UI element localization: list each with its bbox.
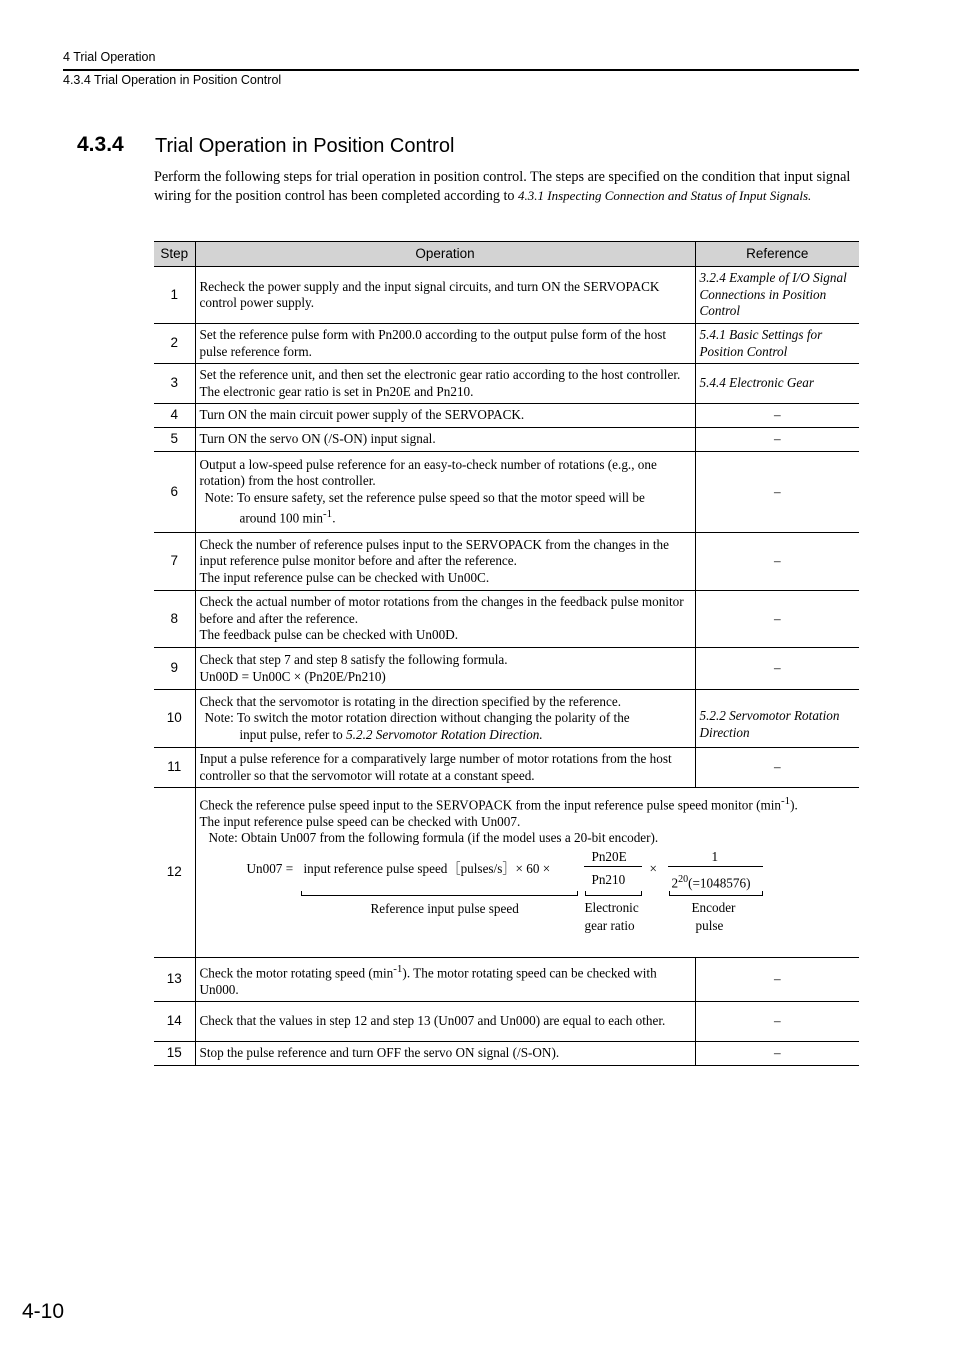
bracket [301,891,578,896]
reference-cell: – [695,591,859,648]
operation-text: Check that the servomotor is rotating in the direction specified by the reference. [199,693,621,709]
table-row [154,428,859,452]
step-number: 15 [154,1042,195,1066]
header-reference: Reference [695,242,859,267]
table-row [154,648,859,690]
operation-text: The input reference pulse can be checked with Un00C. [199,569,490,585]
table-row [154,690,859,748]
step-number: 12 [154,788,195,958]
note-text: . [332,510,336,526]
operation-cell [195,533,695,591]
operation-text: Check the number of reference pulses input to the SERVOPACK from the changes in the input reference pulse monitor before and after the reference. [199,536,669,569]
operation-text: Check the actual number of motor rotations from the changes in the feedback pulse monitor before and after the reference. [199,594,684,626]
text: Check the motor rotating speed (min [199,965,394,981]
note-reference: 5.2.2 Servomotor Rotation Direction. [346,726,543,742]
table-row [154,364,859,404]
table-header-row [154,242,859,267]
encoder-denominator [672,872,751,892]
step-number: 6 [154,452,195,533]
superscript: -1 [780,795,791,807]
step-number: 3 [154,364,195,404]
multiply-sign: × [649,860,657,876]
gear-numerator: Pn20E [591,848,627,864]
step-number: 5 [154,428,195,452]
page-number: 4-10 [22,1300,65,1323]
table-row [154,958,859,1002]
reference-cell: – [695,1042,859,1066]
note-text: input pulse, refer to [239,726,347,742]
header-step: Step [154,242,195,267]
un007-formula [200,847,856,949]
text: ). The motor rotating speed can be checked with Un000. [199,965,657,997]
step-number: 8 [154,591,195,648]
reference-cell: 5.2.2 Servomotor Rotation Direction [695,690,859,748]
intro-text: Perform the following steps for trial operation in position control. The steps are specified on the condition that input signal wiring for the position control has been completed according to [154,169,851,204]
table-row [154,324,859,364]
table-row [154,452,859,533]
table-row [154,404,859,428]
operation-cell [195,648,695,690]
note-line [200,727,691,744]
steps-table [154,241,859,1066]
text: ). [790,797,798,813]
operation-cell [195,788,859,958]
operation-cell: Set the reference unit, and then set the electronic gear ratio according to the host controller. The electronic gear ratio is set in Pn20E and Pn210. [195,364,695,404]
reference-cell: – [695,533,859,591]
header-operation: Operation [195,242,695,267]
encoder-numerator: 1 [711,848,719,864]
operation-cell: Turn ON the servo ON (/S-ON) input signal. [195,428,695,452]
step-number: 9 [154,648,195,690]
operation-cell: Input a pulse reference for a comparatively large number of motor rotations from the host controller so that the servomotor will rotate at a constant speed. [195,748,695,788]
formula-term: input reference pulse speed［pulses/s］× 60 × [303,860,551,876]
operation-text: The input reference pulse speed can be checked with Un007. [199,813,521,829]
note-line: Note: To ensure safety, set the reference pulse speed so that the motor speed will be [204,489,645,505]
bracket [669,891,763,896]
note-text: around 100 min [239,510,324,526]
note-line: Note: To switch the motor rotation direction without changing the polarity of the [204,710,630,726]
formula-lhs: Un007 = [246,860,294,876]
reference-cell: – [695,404,859,428]
section-number: 4.3.4 [77,133,124,156]
fraction-bar [668,866,763,867]
note-line: Note: Obtain Un007 from the following formula (if the model uses a 20-bit encoder). [208,830,659,846]
note-line [200,506,691,527]
formula-label: pulse [695,917,724,933]
operation-text: The feedback pulse can be checked with Un00D. [199,627,459,643]
reference-cell: – [695,1002,859,1042]
operation-cell [195,958,695,1002]
bracket [585,891,642,896]
operation-cell [195,690,695,748]
table-row [154,788,859,958]
reference-cell: – [695,648,859,690]
reference-cell: – [695,958,859,1002]
section-title: Trial Operation in Position Control [155,135,455,157]
superscript: -1 [323,508,333,521]
table-row [154,591,859,648]
operation-text: Output a low-speed pulse reference for an easy-to-check number of rotations (e.g., one rotation) from the host controller. [199,456,657,489]
text: (=1048576) [688,875,751,891]
formula-label: Encoder [691,899,736,915]
step-number: 2 [154,324,195,364]
formula-text: Un00D = Un00C × (Pn20E/Pn210) [199,668,386,684]
reference-cell: 3.2.4 Example of I/O Signal Connections in Position Control [695,267,859,324]
step-number: 10 [154,690,195,748]
formula-label: gear ratio [584,917,635,933]
text: 2 [671,875,679,891]
chapter-header: 4 Trial Operation [63,50,156,64]
table-row [154,1042,859,1066]
intro-paragraph [154,169,859,205]
operation-cell: Check that the values in step 12 and step 13 (Un007 and Un000) are equal to each other. [195,1002,695,1042]
reference-cell: – [695,428,859,452]
step-number: 13 [154,958,195,1002]
fraction-bar [584,866,642,867]
reference-cell: – [695,748,859,788]
gear-denominator: Pn210 [591,871,626,887]
operation-cell: Recheck the power supply and the input signal circuits, and turn ON the SERVOPACK control power supply. [195,267,695,324]
step-number: 11 [154,748,195,788]
section-header: 4.3.4 Trial Operation in Position Control [63,73,282,87]
table-row [154,267,859,324]
superscript: -1 [393,962,403,975]
reference-cell: 5.4.4 Electronic Gear [695,364,859,404]
reference-cell: – [695,452,859,533]
intro-reference: 4.3.1 Inspecting Connection and Status of Input Signals. [518,187,812,203]
operation-text [200,793,856,814]
formula-label: Reference input pulse speed [370,900,519,916]
table-row [154,533,859,591]
operation-cell: Set the reference pulse form with Pn200.0 according to the output pulse form of the host pulse reference form. [195,324,695,364]
formula-label: Electronic [584,899,639,915]
text: Check the reference pulse speed input to the SERVOPACK from the input reference pulse speed monitor (min [199,797,781,813]
step-number: 7 [154,533,195,591]
operation-text: Check that step 7 and step 8 satisfy the following formula. [199,652,508,667]
table-row [154,748,859,788]
table-row [154,1002,859,1042]
step-number: 4 [154,404,195,428]
operation-cell [195,452,695,533]
step-number: 14 [154,1002,195,1042]
step-number: 1 [154,267,195,324]
operation-cell: Turn ON the main circuit power supply of the SERVOPACK. [195,404,695,428]
reference-cell: 5.4.1 Basic Settings for Position Control [695,324,859,364]
header-rule [63,69,859,71]
operation-cell: Stop the pulse reference and turn OFF the servo ON signal (/S-ON). [195,1042,695,1066]
superscript: 20 [678,873,689,885]
operation-cell [195,591,695,648]
